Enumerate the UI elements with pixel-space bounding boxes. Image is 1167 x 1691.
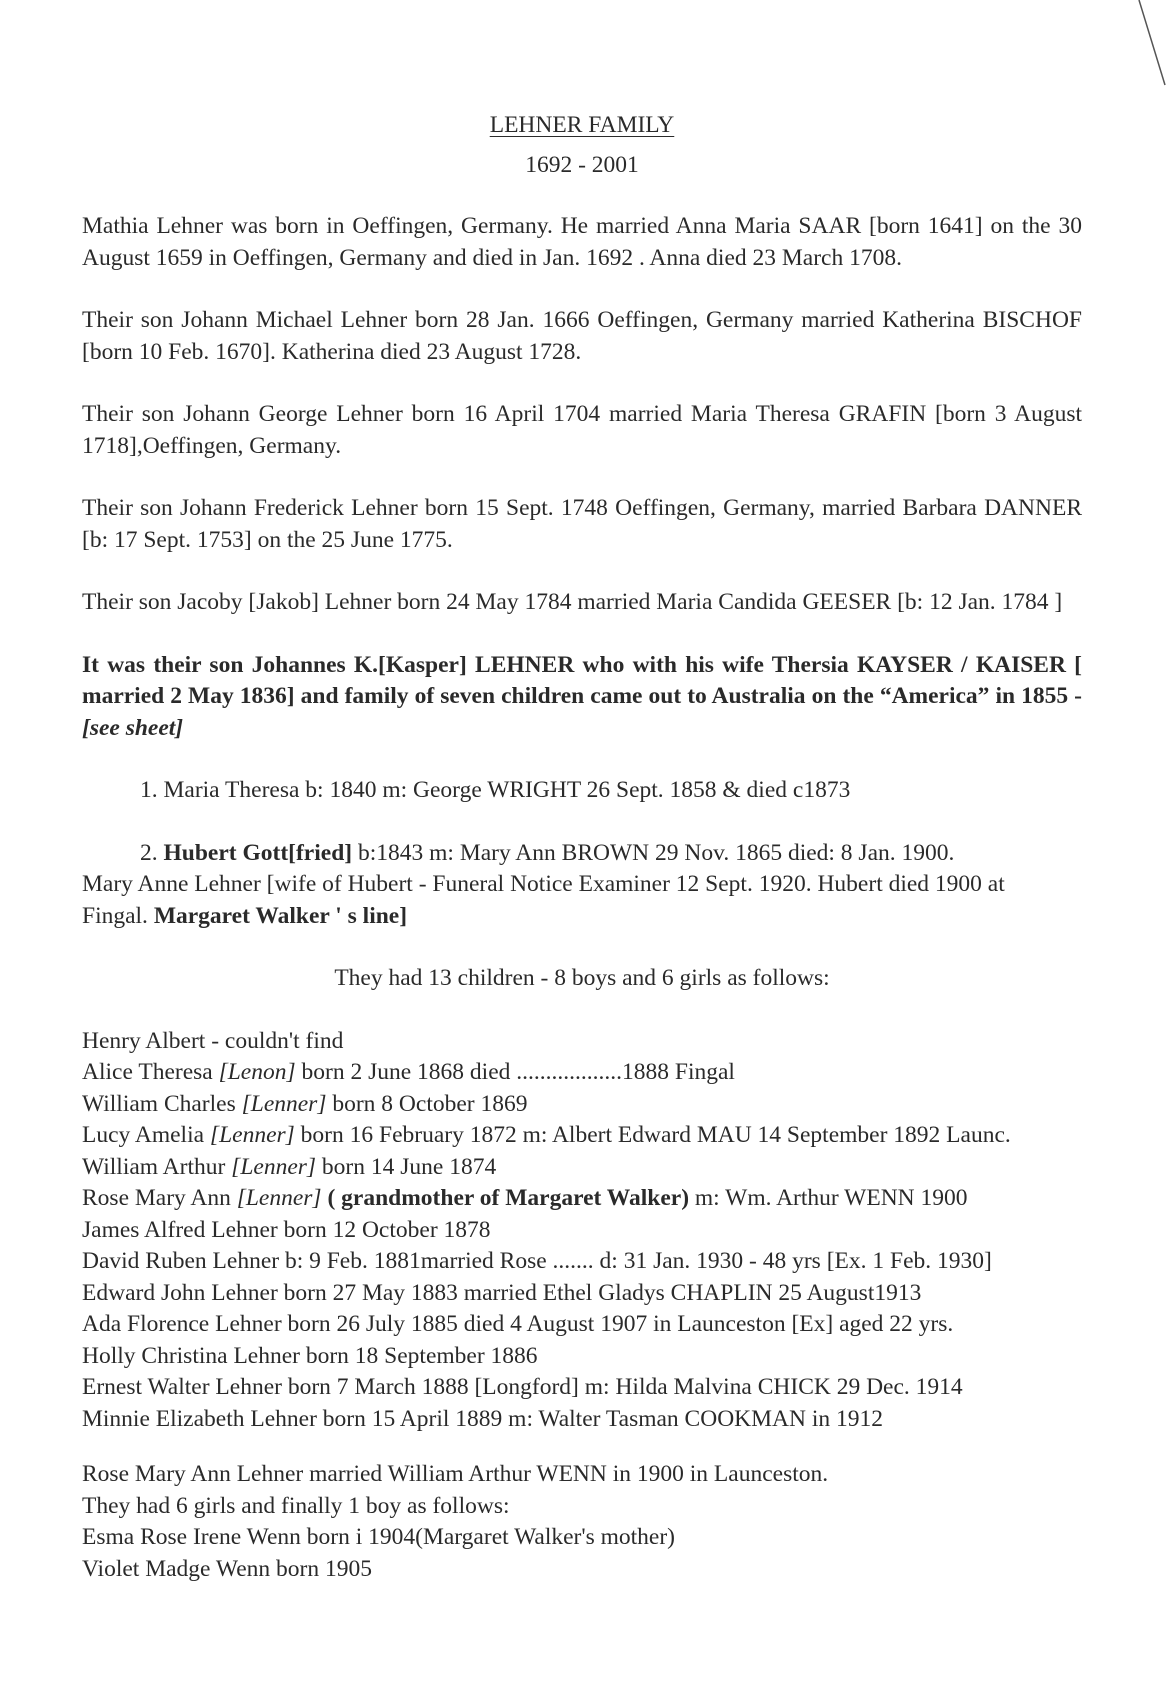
child-maria-theresa: 1. Maria Theresa b: 1840 m: George WRIGHT 26 Sept. 1858 & died c1873 xyxy=(140,777,851,803)
wenn-section xyxy=(82,1459,1082,1585)
list-item: Edward John Lehner born 27 May 1883 married Ethel Gladys CHAPLIN 25 August1913 xyxy=(82,1279,922,1306)
paragraph-johann-frederick: Their son Johann Frederick Lehner born 15 Sept. 1748 Oeffingen, Germany, married Barbara DANNER [b: 17 Sept. 1753] on the 25 June 1775. xyxy=(82,495,1082,553)
paragraph-johannes-kasper xyxy=(82,650,1082,745)
list-item: Rose Mary Ann [Lenner] ( grandmother of Margaret Walker) m: Wm. Arthur WENN 1900 xyxy=(82,1185,968,1211)
child-hubert-block xyxy=(82,838,1082,933)
list-item: Alice Theresa [Lenon] born 2 June 1868 died ..................1888 Fingal xyxy=(82,1059,735,1085)
list-item: Lucy Amelia [Lenner] born 16 February 1872 m: Albert Edward MAU 14 September 1892 Launc. xyxy=(82,1122,1011,1148)
child-hubert-line2: Mary Anne Lehner [wife of Hubert - Funeral Notice Examiner 12 Sept. 1920. Hubert died 1900 at xyxy=(82,871,1005,897)
list-item: William Arthur [Lenner] born 14 June 1874 xyxy=(82,1153,497,1180)
list-item: Ernest Walter Lehner born 7 March 1888 [Longford] m: Hilda Malvina CHICK 29 Dec. 1914 xyxy=(82,1374,963,1400)
document-heading xyxy=(82,110,1082,181)
child-hubert-line1 xyxy=(82,838,1082,870)
document-page xyxy=(82,110,1082,1585)
paragraph-johann-george: Their son Johann George Lehner born 16 April 1704 married Maria Theresa GRAFIN [born 3 August 1718],Oeffingen, Germany. xyxy=(82,401,1082,459)
children-intro: They had 13 children - 8 boys and 6 girls as follows: xyxy=(334,965,830,991)
paragraph-mathia: Mathia Lehner was born in Oeffingen, Germany. He married Anna Maria SAAR [born 1641] on the 30 August 1659 in Oeffingen, Germany and died in Jan. 1692 . Anna died 23 March 1708. xyxy=(82,213,1082,271)
wenn-line: Rose Mary Ann Lehner married William Arthur WENN in 1900 in Launceston. xyxy=(82,1461,829,1487)
wenn-line: Esma Rose Irene Wenn born i 1904(Margaret Walker's mother) xyxy=(82,1524,676,1550)
child-hubert-details: b:1843 m: Mary Ann BROWN 29 Nov. 1865 died: 8 Jan. 1900. xyxy=(352,839,955,866)
child-hubert-name: Hubert Gott[fried] xyxy=(163,839,353,866)
wenn-line: Violet Madge Wenn born 1905 xyxy=(82,1555,372,1582)
johannes-text: It was their son Johannes K.[Kasper] LEHNER who with his wife Thersia KAYSER / KAISER [ married 2 May 1836] and family of seven children came out to Australia on the “America” in 1855 - xyxy=(82,651,1082,709)
list-item: Minnie Elizabeth Lehner born 15 April 1889 m: Walter Tasman COOKMAN in 1912 xyxy=(82,1405,883,1432)
wenn-line: They had 6 girls and finally 1 boy as follows: xyxy=(82,1492,510,1519)
child-hubert-number: 2. xyxy=(140,839,164,866)
margaret-walker-line: Margaret Walker ' s line] xyxy=(153,902,408,929)
see-sheet-note: [see sheet] xyxy=(82,714,184,741)
scan-corner-mark xyxy=(1127,0,1167,110)
list-item: Henry Albert - couldn't find xyxy=(82,1027,344,1054)
document-title: LEHNER FAMILY xyxy=(489,112,675,138)
list-item: Holly Christina Lehner born 18 September 1886 xyxy=(82,1342,538,1369)
child-hubert-line3 xyxy=(82,901,1082,933)
paragraph-johann-michael: Their son Johann Michael Lehner born 28 Jan. 1666 Oeffingen, Germany married Katherina BISCHOF [born 10 Feb. 1670]. Katherina died 23 August 1728. xyxy=(82,307,1082,365)
fingal-text: Fingal. xyxy=(82,902,154,929)
document-years: 1692 - 2001 xyxy=(525,151,639,178)
children-list xyxy=(82,1026,1082,1436)
list-item: James Alfred Lehner born 12 October 1878 xyxy=(82,1216,491,1243)
list-item: William Charles [Lenner] born 8 October 1869 xyxy=(82,1090,528,1117)
list-item: Ada Florence Lehner born 26 July 1885 died 4 August 1907 in Launceston [Ex] aged 22 yrs. xyxy=(82,1311,954,1337)
paragraph-jacoby: Their son Jacoby [Jakob] Lehner born 24 May 1784 married Maria Candida GEESER [b: 12 Jan. 1784 ] xyxy=(82,589,1063,615)
list-item: David Ruben Lehner b: 9 Feb. 1881married Rose ....... d: 31 Jan. 1930 - 48 yrs [Ex. 1 Feb. 1930] xyxy=(82,1248,992,1274)
